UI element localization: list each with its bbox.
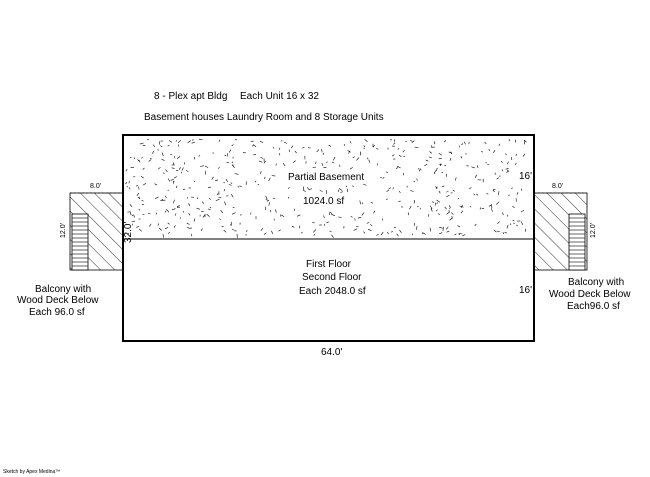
building-height-label: 32.0' — [123, 221, 134, 243]
building-width-label: 64.0' — [321, 347, 343, 358]
floors-area: Each 2048.0 sf — [299, 286, 366, 297]
building-outline — [123, 135, 534, 341]
balcony-right-label-1: Balcony with — [568, 277, 625, 288]
balcony-right-area: Each96.0 sf — [567, 301, 620, 312]
basement-depth-label: 16' — [519, 171, 533, 182]
balcony-right-width: 8.0' — [552, 183, 564, 190]
balcony-left-width: 8.0' — [90, 183, 102, 190]
floors-depth-label: 16' — [519, 285, 533, 296]
first-floor-label: First Floor — [306, 259, 351, 270]
basement-stipple — [126, 139, 527, 238]
balcony-left-area: Each 96.0 sf — [29, 307, 85, 318]
building-title: 8 - Plex apt Bldg — [154, 91, 228, 102]
balcony-right-depth: 12.0' — [590, 223, 597, 238]
balcony-left-depth: 12.0' — [60, 223, 67, 238]
unit-size-label: Each Unit 16 x 32 — [240, 91, 319, 102]
balcony-left-label-2: Wood Deck Below — [17, 295, 99, 306]
balcony-right-drawing — [534, 193, 587, 270]
sketch-credit: Sketch by Apex Medina™ — [3, 469, 61, 475]
basement-note: Basement houses Laundry Room and 8 Storage Units — [144, 112, 384, 123]
second-floor-label: Second Floor — [302, 272, 362, 283]
balcony-right-label-2: Wood Deck Below — [549, 289, 631, 300]
basement-label: Partial Basement — [288, 172, 365, 183]
balcony-left-drawing — [70, 193, 123, 270]
basement-area: 1024.0 sf — [303, 196, 345, 207]
balcony-left-label-1: Balcony with — [35, 284, 92, 295]
